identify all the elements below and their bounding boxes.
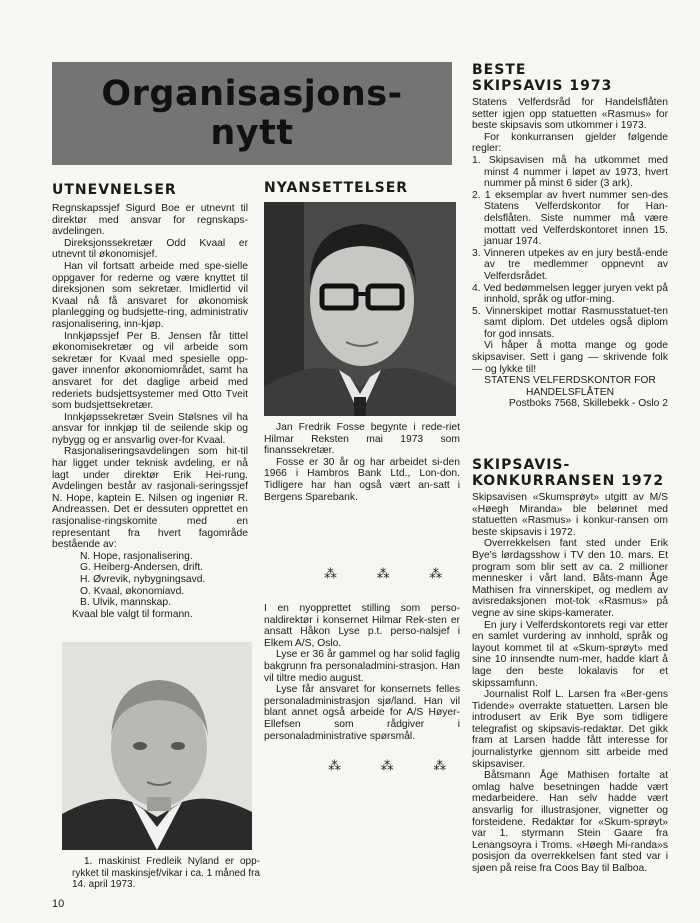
paragraph: Overrekkelsen fant sted under Erik Bye's lørdagsshow i TV den 10. mars. Et program som blir sett av ca. 2 millioner mennesker i vårt land. Båts-mann Åge Mathisen fra vinnerskipet, og medlem av avisredaksjonen mot-tok «Rasmus» på vegne av sine skips-kamerater.: [472, 538, 668, 619]
rule-item: 3. Vinneren utpekes av en jury bestå-ende av tre medlemmer oppnevnt av Velferdsrådet.: [472, 247, 668, 282]
postal-address: Postboks 7568, Skillebekk - Oslo 2: [508, 398, 668, 410]
paragraph: Lyse er 36 år gammel og har solid faglig bakgrunn fra personaladmini-strasjon. Han vil tiltre medio august.: [264, 649, 460, 684]
section-divider-stars: ⁂ ⁂ ⁂: [328, 758, 465, 773]
paragraph: En jury i Velferdskontorets regi var etter en samlet vurdering av innhold, språk og layout kommet til at «Skum-sprøyt» med sine 10 innsendte num-mer, hadde klart å lage den beste lokalavis for et skipssamfunn.: [472, 619, 668, 689]
paragraph: Innkjøpssekretær Svein Stølsnes vil ha ansvar for innkjøp til de seilende skip og nybygg og er ansvarlig over-for Kvaal.: [52, 411, 248, 446]
rule-item: 2. 1 eksemplar av hvert nummer sen-des Statens Velferdskontor for Han-delsflåten. Siste nummer må være mottatt ved Velferdskontoret innen 15. januar 1974.: [472, 189, 668, 248]
heading-konkurransen-1972: KONKURRANSEN 1972: [472, 473, 665, 489]
paragraph: Regnskapssjef Sigurd Boe er utnevnt til direktør med ansvar for regnskaps-avdelingen.: [52, 203, 248, 238]
paragraph: Han vil fortsatt arbeide med spe-sielle oppgaver for rederne og være knyttet til direksjonen som sekretær. Imidlertid vil Kvaal nå få ansvaret for økonomisk planlegging og budsjette-ring, administrativ rasjonalisering, inn-kjøp.: [52, 260, 248, 330]
paragraph: Skipsavisen «Skumsprøyt» utgitt av M/S «Høegh Miranda» ble belønnet med statuetten «Rasmus» i konkur-ransen om beste skipsavis i 1972.: [472, 492, 668, 538]
banner-title-line2: nytt: [210, 113, 294, 153]
paragraph: Lyse får ansvaret for konsernets felles personaladministrasjon sjø/land. Han vil blant annet også arbeide for A/S Høyer-Ellefsen som rådgiver i personaladministrative spørsmål.: [264, 684, 460, 742]
paragraph: Kvaal ble valgt til formann.: [72, 608, 193, 620]
rules-list: [472, 155, 668, 341]
heading-skipsavis: SKIPSAVIS-: [472, 457, 571, 473]
banner-title-line1: Organisasjons-: [101, 74, 403, 114]
photo-caption-nyland: 1. maskinist Fredleik Nyland er opp-rykket til maskinsjef/vikar i ca. 1 måned fra 14. april 1973.: [72, 856, 260, 891]
member-item: G. Heiberg-Andersen, drift.: [80, 562, 204, 574]
paragraph: Rasjonaliseringsavdelingen som hit-til har ligget under teknisk avdeling, er nå lagt under direktør Erik Hei-rung. Avdelingen består av rasjonali-seringssjef N. Hope, kaptein E. Nilsen og ingeniør R. Andreassen. Det er dessuten opprettet en rasjonalise-ringskomite med en representant fra hvert fagområde bestående av:: [52, 446, 248, 551]
column-beste-skipsavis: [472, 62, 668, 410]
section-divider-stars: ⁂ ⁂ ⁂: [324, 566, 461, 581]
paragraph: Statens Velferdsråd for Handelsflåten setter igjen opp statuetten «Rasmus» for beste skipsavis som utkommer i 1973.: [472, 97, 668, 132]
column-skipsavis-konkurransen: [472, 457, 668, 875]
signature-line: HANDELSFLÅTEN: [525, 386, 615, 398]
photo-caption-fosse: Jan Fredrik Fosse begynte i rede-riet Hilmar Reksten mai 1973 som finanssekretær.: [264, 422, 460, 457]
heading-skipsavis-1973: SKIPSAVIS 1973: [472, 78, 613, 94]
page-number: 10: [52, 898, 65, 910]
paragraph: Vi håper å motta mange og gode skipsaviser. Sett i gang — skrivende folk — og lykke til!: [472, 340, 668, 375]
caption-nyland-block: [72, 856, 260, 891]
paragraph: Båtsmann Åge Mathisen fortalte at omlag halve besetningen hadde vært medarbeidere. Han selv hadde vært ansvarlig for illustrasjoner, vignetter og forsteidene. Redaktør for «Skum-sprøyt» var 1. styrmann Stein Gaare fra Lenangsoyra i Troms. «Høegh Mi-randa»s posisjon da overrekkelsen fant sted var i sjøen på reise fra Coos Bay til Balboa.: [472, 770, 668, 874]
column-nyansettelser-lower: [264, 603, 460, 742]
member-item: O. Kvaal, økonomiavd.: [80, 585, 185, 597]
member-item: N. Hope, rasjonalisering.: [80, 550, 193, 562]
portrait-photo-fosse-image: [264, 202, 456, 416]
portrait-photo-fosse: [264, 202, 456, 416]
signature: [472, 375, 668, 398]
paragraph: Journalist Rolf L. Larsen fra «Ber-gens Tidende» overrakte statuetten. Larsen ble introdusert av Erik Bye som tidligere telegrafist og skipsavis-redaktør. Det gikk fram at Larsen hadde fått interesse for journalistyrke gjennom sitt arbeide med skipsaviser.: [472, 689, 668, 770]
heading-beste: BESTE: [472, 62, 527, 78]
heading-nyansettelser: NYANSETTELSER: [264, 180, 409, 196]
portrait-photo-nyland-image: [62, 642, 252, 850]
rule-item: 1. Skipsavisen må ha utkommet med minst 4 nummer i løpet av 1973, hvert nummer på minst 6 sider (3 ark).: [472, 154, 668, 190]
portrait-photo-nyland: [62, 642, 252, 850]
column-nyansettelser-text: [264, 422, 460, 503]
paragraph: I en nyopprettet stilling som perso-naldirektør i konsernet Hilmar Rek-sten er ansatt Håkon Lyse p.t. perso-nalsjef i Elkem A/S, Oslo.: [264, 603, 460, 649]
paragraph: Innkjøpssjef Per B. Jensen får tittel økonomisekretær og vil arbeide som sekretær for Kvaal med spesielle opp-gaver innenfor økonomiområdet, samt ha ansvaret for det daglige arbeid med rederiets budsjettsystemer med Otto Tveit som budsjettsekretær.: [52, 330, 248, 412]
signature-line: STATENS VELFERDSKONTOR FOR: [484, 375, 656, 387]
rule-item: 5. Vinnerskipet mottar Rasmusstatuet-ten samt diplom. Det utdeles også diplom for god innsats.: [472, 305, 668, 340]
column-nyansettelser: [264, 180, 460, 197]
paragraph: For konkurransen gjelder følgende regler:: [472, 131, 668, 155]
member-item: H. Øvrevik, nybygningsavd.: [80, 574, 206, 585]
member-item: B. Ulvik, mannskap.: [80, 597, 171, 609]
member-list: [52, 551, 248, 609]
paragraph: Fosse er 30 år og har arbeidet si-den 1966 i Hambros Bank Ltd., Lon-don. Tidligere har han også vært an-satt i Bergens Sparebank.: [264, 456, 460, 503]
paragraph: Direksjonssekretær Odd Kvaal er utnevnt til økonomisjef.: [52, 237, 248, 261]
title-banner: [52, 62, 452, 165]
rule-item: 4. Ved bedømmelsen legger juryen vekt på innhold, språk og utfor-ming.: [472, 282, 668, 306]
column-utnevnelser: [52, 182, 248, 620]
heading-utnevnelser: UTNEVNELSER: [52, 182, 177, 198]
